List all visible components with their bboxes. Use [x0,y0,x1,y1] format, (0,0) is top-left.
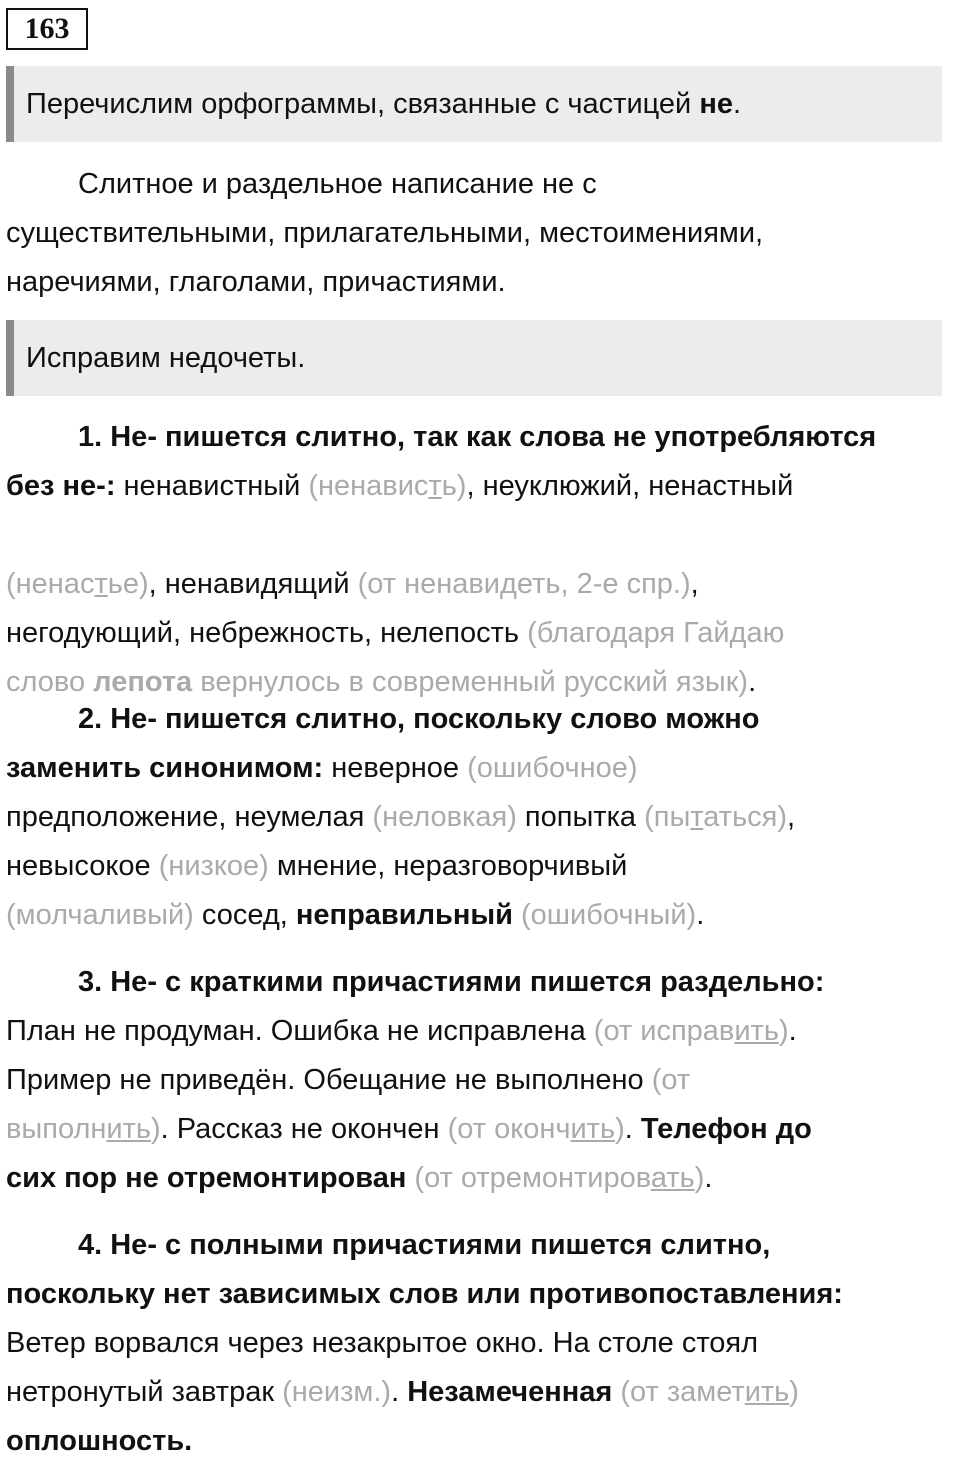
instruction-text: Перечислим орфограммы, связанные с частицей не. [26,87,742,120]
fix-instruction-band [6,320,942,396]
task-number: 163 [6,8,88,50]
fix-instruction-text: Исправим недочеты. [26,341,306,374]
section-2: 2. Не- пишется слитно, поскольку слово можно заменить синонимом: неверное (ошибочное) предположение, неумелая (неловкая) попытка (пытаться), невысокое (низкое) мнение, неразговорчивый (молчаливый) сосед, неправильный (ошибочный). [6,703,796,931]
section-4: 4. Не- с полными причастиями пишется слитно, поскольку нет зависимых слов или противопоставления: Ветер ворвался через незакрытое окно. На столе стоял нетронутый завтрак (неизм.). Незамеченная (от заметить) оплошность. [6,1229,843,1457]
task-instruction-band [6,66,942,142]
section-3: 3. Не- с краткими причастиями пишется раздельно: План не продуман. Ошибка не исправлена (от исправить). Пример не приведён. Обещание не выполнено (от выполнить). Рассказ не окончен (от окончить). Телефон до сих пор не отремонтирован (от отремонтировать). [6,966,825,1194]
section-1: 1. Не- пишется слитно, так как слова не употребляются без не-: ненавистный (ненависть), неуклюжий, ненастный (ненастье), ненавидящий (от ненавидеть, 2-е спр.), негодующий, небрежность, нелепость (благодаря Гайдаю слово лепота вернулось в современный русский язык). [6,421,877,698]
intro-paragraph: Слитное и раздельное написание не с существительными, прилагательными, местоимениями, наречиями, глаголами, причастиями. [6,168,764,298]
